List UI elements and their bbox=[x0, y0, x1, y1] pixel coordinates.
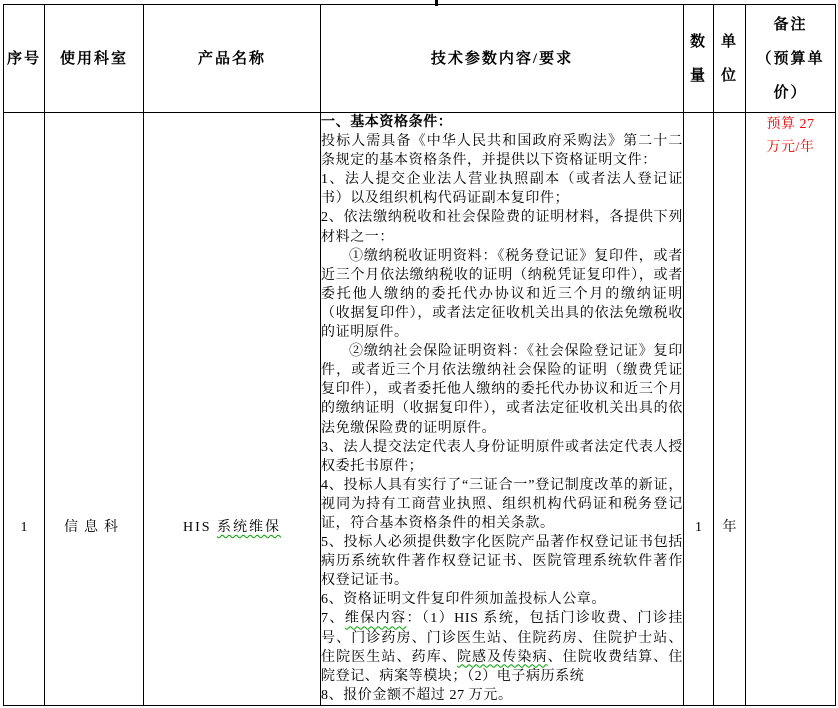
item7-spellcheck-underlined-2: 院感及传染病 bbox=[456, 649, 548, 665]
tech-paragraph-item5: 5、投标人必须提供数字化医院产品著作权登记证书包括病历系统软件著作权登记证书、医院管理系统软件著作权登记证书。 bbox=[321, 535, 683, 589]
header-product-name: 产品名称 bbox=[144, 5, 321, 113]
header-department: 使用科室 bbox=[45, 5, 144, 113]
tech-paragraph-item8: 8、报价金额不超过 27 万元。 bbox=[321, 687, 513, 703]
tech-paragraph-item2: 2、依法缴纳税收和社会保险费的证明材料，各提供下列材料之一： bbox=[321, 210, 683, 245]
item7-mid: ：（1）HIS 系统，包括门诊收费、门诊挂号、门诊药房、门诊医生站、住院药房、住院护士站、住院医生站、药库、 bbox=[321, 611, 683, 665]
tech-paragraph-item4: 4、投标人具有实行了“三证合一”登记制度改革的新证，视同为持有工商营业执照、组织机构代码证和税务登记证，符合基本资格条件的相关条款。 bbox=[321, 477, 683, 531]
item7-spellcheck-underlined-1: 维保内容 bbox=[344, 611, 407, 627]
header-seq-no: 序号 bbox=[4, 5, 45, 113]
cell-product-name bbox=[144, 113, 321, 706]
header-unit: 单位 bbox=[714, 5, 746, 113]
cell-quantity: 1 bbox=[684, 113, 714, 706]
cell-tech-params bbox=[321, 113, 684, 706]
header-quantity: 数量 bbox=[684, 5, 714, 113]
tech-paragraph-intro: 投标人需具备《中华人民共和国政府采购法》第二十二条规定的基本资格条件，并提供以下资格证明文件： bbox=[321, 134, 683, 169]
product-name-spellcheck-underlined: 系统维保 bbox=[217, 520, 282, 535]
cell-department: 信息科 bbox=[45, 113, 144, 706]
header-remark-subtitle: （预算单价） bbox=[756, 50, 825, 101]
cell-unit: 年 bbox=[714, 113, 746, 706]
header-remark-title: 备注 bbox=[773, 16, 808, 33]
tech-paragraph-item7 bbox=[321, 609, 683, 685]
tech-paragraph-item2-social-insurance: ②缴纳社会保险证明资料：《社会保险登记证》复印件，或者近三个月依法缴纳社会保险的证明（缴费凭证复印件），或者委托他人缴纳的委托代办协议和近三个月的缴纳证明（收据复印件），或者法定征收机关出具的依法免缴保险费的证明原件。 bbox=[321, 344, 683, 436]
table-data-row bbox=[4, 113, 836, 706]
remark-budget-line1: 预算 27 bbox=[766, 117, 815, 132]
table-header-row bbox=[4, 5, 836, 113]
remark-budget-line2: 万元/年 bbox=[766, 140, 815, 155]
cell-seq-no: 1 bbox=[4, 113, 45, 706]
header-tech-params: 技术参数内容/要求 bbox=[321, 5, 684, 113]
item7-prefix: 7、 bbox=[321, 611, 345, 627]
product-name-prefix: HIS bbox=[182, 520, 218, 535]
procurement-table bbox=[3, 4, 836, 706]
tech-paragraph-item6: 6、资格证明文件复印件须加盖投标人公章。 bbox=[321, 592, 606, 608]
item7-suffix: 、住院收费结算、住院登记、病案等模块；（2）电子病历系统 bbox=[321, 649, 683, 684]
header-remark bbox=[746, 5, 836, 113]
tech-paragraph-item3: 3、法人提交法定代表人身份证明原件或者法定代表人授权委托书原件； bbox=[321, 439, 683, 474]
tech-paragraph-item1: 1、法人提交企业法人营业执照副本（或者法人登记证书）以及组织机构代码证副本复印件； bbox=[321, 172, 683, 207]
tech-paragraph-item2-tax: ①缴纳税收证明资料：《税务登记证》复印件，或者近三个月依法缴纳税收的证明（纳税凭证复印件），或者委托他人缴纳的委托代办协议和近三个月的缴纳证明（收据复印件），或者法定征收机关出具的依法免缴税收的证明原件。 bbox=[321, 248, 683, 341]
cell-remark-budget bbox=[746, 113, 836, 706]
tech-paragraph-basic-conditions-title: 一、基本资格条件： bbox=[321, 115, 453, 130]
